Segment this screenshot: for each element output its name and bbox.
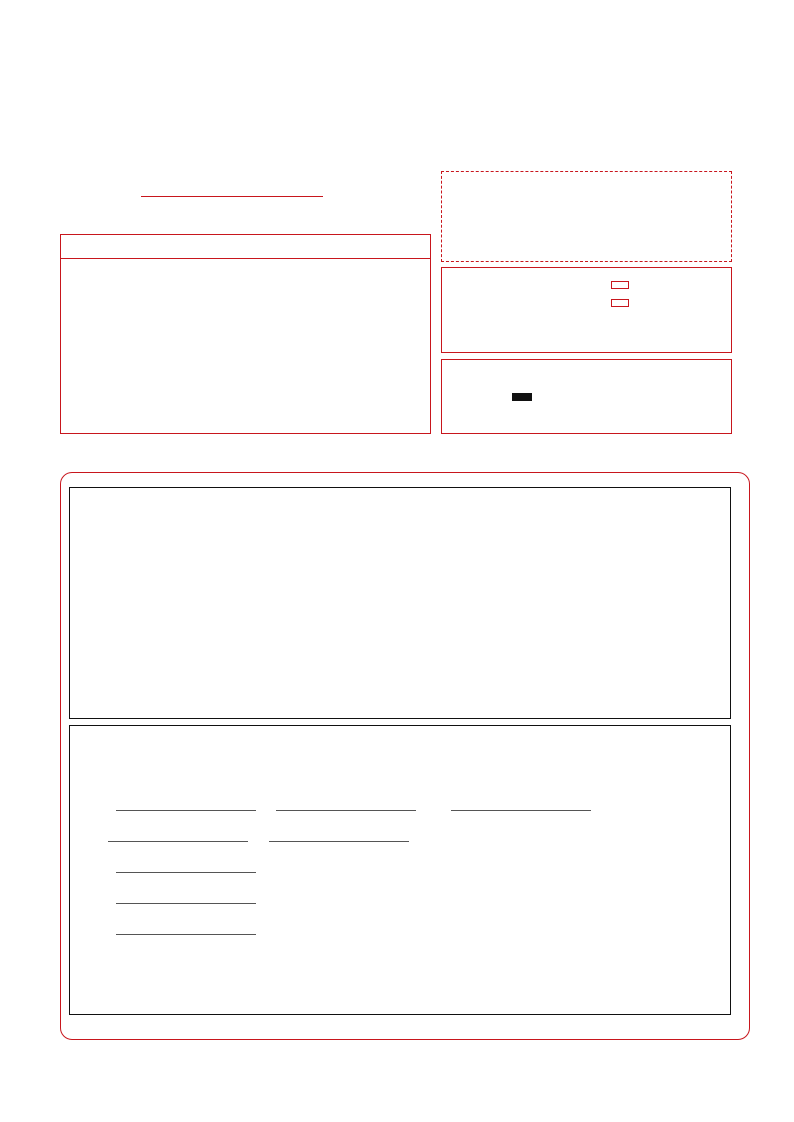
sample-box xyxy=(441,359,732,434)
notes-box xyxy=(60,258,431,434)
answer-blank[interactable] xyxy=(276,810,416,811)
answer-blank[interactable] xyxy=(116,872,256,873)
section2-box xyxy=(69,725,731,1015)
absent-mark-box[interactable] xyxy=(611,281,629,289)
section1-box xyxy=(69,487,731,719)
correct-fill-sample xyxy=(512,393,532,401)
answer-blank[interactable] xyxy=(451,810,591,811)
notes-title-box xyxy=(60,234,431,259)
barcode-area xyxy=(441,171,732,262)
answer-blank[interactable] xyxy=(116,934,256,935)
name-field[interactable] xyxy=(141,196,323,197)
answer-blank[interactable] xyxy=(108,841,248,842)
answer-blank[interactable] xyxy=(116,903,256,904)
forbidden-box xyxy=(441,267,732,353)
answer-blank[interactable] xyxy=(269,841,409,842)
answer-blank[interactable] xyxy=(116,810,256,811)
violation-mark-box[interactable] xyxy=(611,299,629,307)
